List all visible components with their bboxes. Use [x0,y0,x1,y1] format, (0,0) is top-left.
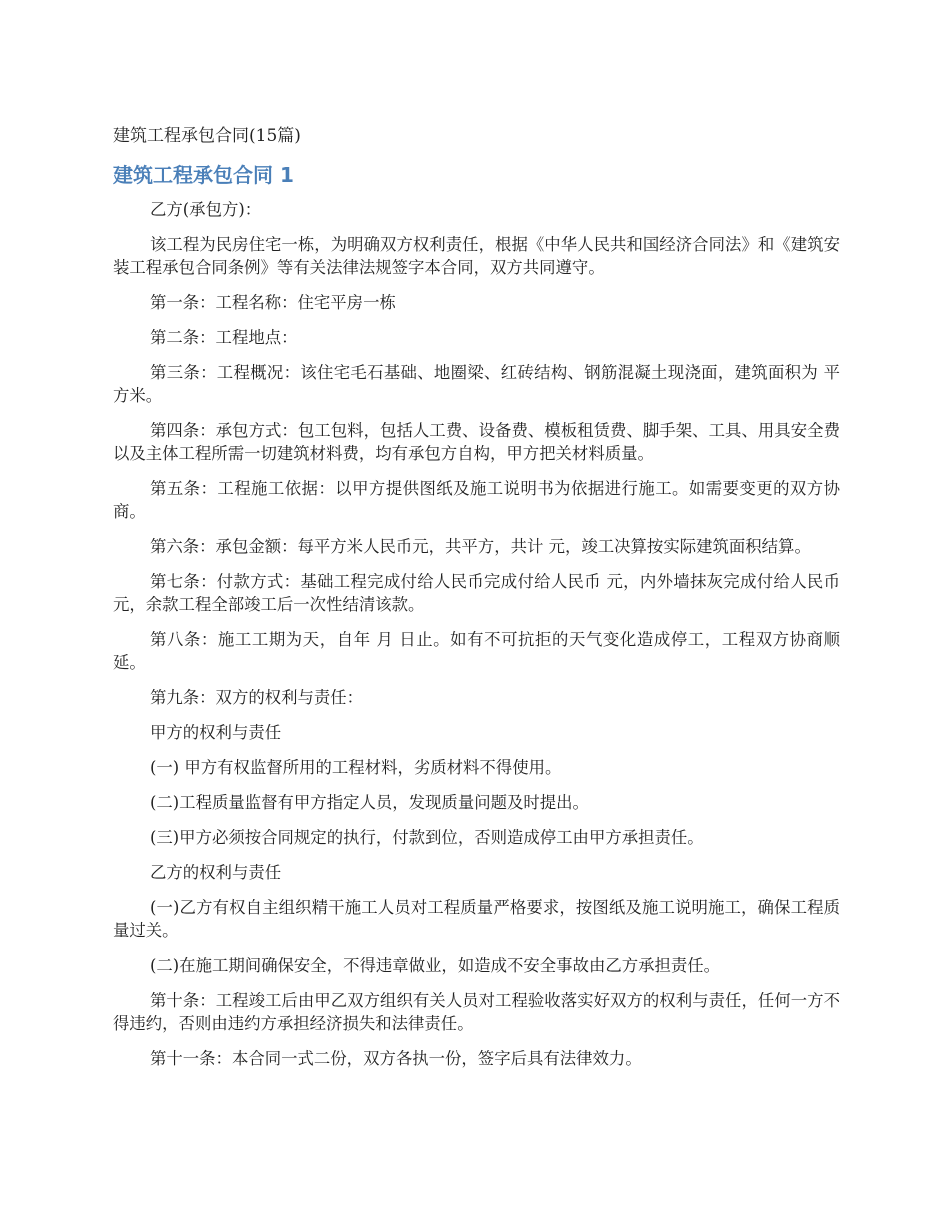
party-a-rights-heading: 甲方的权利与责任 [150,723,282,742]
clause-5-construction-basis: 第五条：工程施工依据：以甲方提供图纸及施工说明书为依据进行施工。如需要变更的双方协商。 [113,479,840,521]
clause-10-acceptance: 第十条：工程竣工后由甲乙双方组织有关人员对工程验收落实好双方的权利与责任，任何一方不得违约，否则由违约方承担经济损失和法律责任。 [113,991,840,1033]
party-a-item-2: (二)工程质量监督有甲方指定人员，发现质量问题及时提出。 [150,793,589,812]
clause-2-location: 第二条：工程地点： [150,328,298,347]
clause-3-overview: 第三条：工程概况：该住宅毛石基础、地圈梁、红砖结构、钢筋混凝土现浇面，建筑面积为 平方米。 [113,363,840,405]
party-a-item-3: (三)甲方必须按合同规定的执行，付款到位，否则造成停工由甲方承担责任。 [150,828,704,847]
clause-9-rights-duties: 第九条：双方的权利与责任： [150,688,364,707]
document-title: 建筑工程承包合同(15篇) [113,126,301,146]
party-b-item-2: (二)在施工期间确保安全，不得违章做业，如造成不安全事故由乙方承担责任。 [150,956,721,975]
clause-7-payment-method: 第七条：付款方式：基础工程完成付给人民币完成付给人民币 元，内外墙抹灰完成付给人民币 元，余款工程全部竣工后一次性结清该款。 [113,572,840,614]
party-b-rights-heading: 乙方的权利与责任 [150,863,282,882]
party-a-item-1: (一) 甲方有权监督所用的工程材料，劣质材料不得使用。 [150,758,562,777]
clause-8-schedule: 第八条：施工工期为天，自年 月 日止。如有不可抗拒的天气变化造成停工，工程双方协商顺延。 [113,630,840,672]
clause-preamble: 该工程为民房住宅一栋，为明确双方权利责任，根据《中华人民共和国经济合同法》和《建筑安装工程承包合同条例》等有关法律法规签字本合同，双方共同遵守。 [113,235,840,277]
clause-11-copies: 第十一条：本合同一式二份，双方各执一份，签字后具有法律效力。 [150,1049,642,1068]
clause-1-project-name: 第一条：工程名称：住宅平房一栋 [150,293,396,312]
party-b-item-1: (一)乙方有权自主组织精干施工人员对工程质量严格要求，按图纸及施工说明施工，确保工程质量过关。 [113,898,840,940]
clause-6-contract-amount: 第六条：承包金额：每平方米人民币元，共平方，共计 元，竣工决算按实际建筑面积结算。 [150,537,811,556]
document-page [113,124,840,1082]
clause-party-b: 乙方(承包方)： [150,200,262,219]
clause-4-contract-method: 第四条：承包方式：包工包料，包括人工费、设备费、模板租赁费、脚手架、工具、用具安全费以及主体工程所需一切建筑材料费，均有承包方自构，甲方把关材料质量。 [113,421,840,463]
section-heading: 建筑工程承包合同 1 [113,163,294,187]
